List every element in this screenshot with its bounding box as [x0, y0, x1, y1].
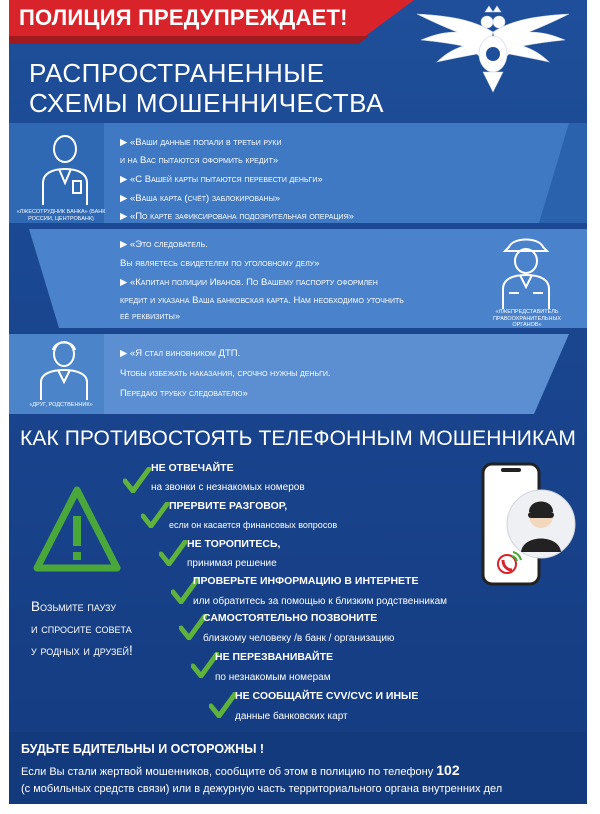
tip-text: близкому человеку /в банк / организацию: [203, 633, 395, 644]
scheme-band-police: [9, 229, 587, 328]
section-title: КАК ПРОТИВОСТОЯТЬ ТЕЛЕФОННЫМ МОШЕННИКАМ: [20, 427, 576, 450]
header-ribbon-shadow: [9, 36, 369, 44]
warning-title: БУДЬТЕ БДИТЕЛЬНЫ И ОСТОРОЖНЫ !: [21, 742, 265, 756]
scheme-line: ▶ «Ваши данные попали в третьи руки: [120, 137, 282, 148]
tip-heading: НЕ ОТВЕЧАЙТЕ: [151, 462, 234, 474]
scheme-line: кредит и указана Ваша банковская карта. Нам необходимо уточнить: [120, 295, 404, 306]
scheme-line: ▶ «Капитан полиции Иванов. По Вашему паспорту оформлен: [120, 277, 378, 288]
pause-advice: Возьмите паузу и спросите совета у родных и друзей!: [31, 599, 133, 658]
scheme-line: ▶ «По карте зафиксирована подозрительная операция»: [120, 211, 354, 222]
tip-heading: САМОСТОЯТЕЛЬНО ПОЗВОНИТЕ: [203, 612, 378, 624]
police-phone-number: 102: [436, 762, 460, 778]
tip-heading: ПРОВЕРЬТЕ ИНФОРМАЦИЮ В ИНТЕРНЕТЕ: [193, 575, 419, 587]
scheme-line: и на Вас пытаются оформить кредит»: [120, 155, 279, 166]
scheme-line: ▶ «Я стал виновником ДТП.: [120, 348, 241, 359]
tip-text: на звонки с незнакомых номеров: [151, 482, 305, 493]
tip-heading: НЕ ПЕРЕЗВАНИВАЙТЕ: [215, 651, 334, 663]
scheme-line: ▶ «С Вашей карты пытаются перевести деньги»: [120, 174, 323, 185]
scheme-line: её реквизиты»: [120, 311, 181, 322]
poster: [9, 0, 587, 804]
check-icon: [123, 467, 151, 493]
tip-text: данные банковских карт: [235, 711, 348, 722]
band-background: [9, 123, 587, 223]
scheme-line: ▶ «Это следователь.: [120, 239, 208, 250]
scheme-band-bank: [9, 123, 587, 223]
check-icon: [141, 502, 169, 528]
main-title: РАСПРОСТРАНЕННЫЕ СХЕМЫ МОШЕННИЧЕСТВА: [29, 58, 384, 118]
bank-employee-icon: [37, 131, 93, 205]
scheme-line: Вы являетесь свидетелем по уголовному делу»: [120, 258, 320, 269]
scheme-caption: «ЛЖЕПРЕДСТАВИТЕЛЬ ПРАВООХРАНИТЕЛЬНЫХ ОРГАНОВ»: [492, 309, 562, 328]
header-title: ПОЛИЦИЯ ПРЕДУПРЕЖДАЕТ!: [19, 5, 348, 30]
check-icon: [209, 692, 237, 718]
relative-icon: [37, 336, 91, 400]
scheme-line: Чтобы избежать наказания, срочно нужны деньги.: [120, 368, 331, 379]
tip-text: принимая решение: [187, 558, 277, 569]
scheme-band-relative: [9, 334, 587, 414]
tip-heading: НЕ ТОРОПИТЕСЬ,: [187, 538, 281, 550]
tip-text: или обратитесь за помощью к близким родственникам: [193, 596, 448, 607]
scheme-line: ▶ «Ваша карта (счёт) заблокированы»: [120, 193, 281, 204]
phone-scammer-icon: [479, 460, 579, 590]
eagle-emblem-icon: [407, 2, 579, 102]
tip-heading: НЕ СООБЩАЙТЕ CVV/CVC И ИНЫЕ: [235, 690, 419, 702]
warning-text: Если Вы стали жертвой мошенников, сообщите об этом в полицию по телефону 102 (с мобильных средств связи) или в дежурную часть территориального органа внутренних дел: [21, 762, 503, 795]
scheme-caption: «ДРУГ, РОДСТВЕННИК»: [29, 402, 93, 408]
scheme-line: Передаю трубку следователю»: [120, 388, 248, 399]
scheme-caption: «ЛЖЕСОТРУДНИК БАНКА» (БАНК РОССИИ, ЦЕНТРОБАНК): [16, 209, 106, 222]
check-icon: [159, 540, 187, 566]
tip-text: если он касается финансовых вопросов: [169, 520, 338, 530]
warning-triangle-icon: [33, 486, 121, 572]
police-officer-icon: [497, 233, 555, 309]
tip-text: по незнакомым номерам: [215, 672, 331, 683]
tip-heading: ПРЕРВИТЕ РАЗГОВОР,: [169, 500, 288, 512]
